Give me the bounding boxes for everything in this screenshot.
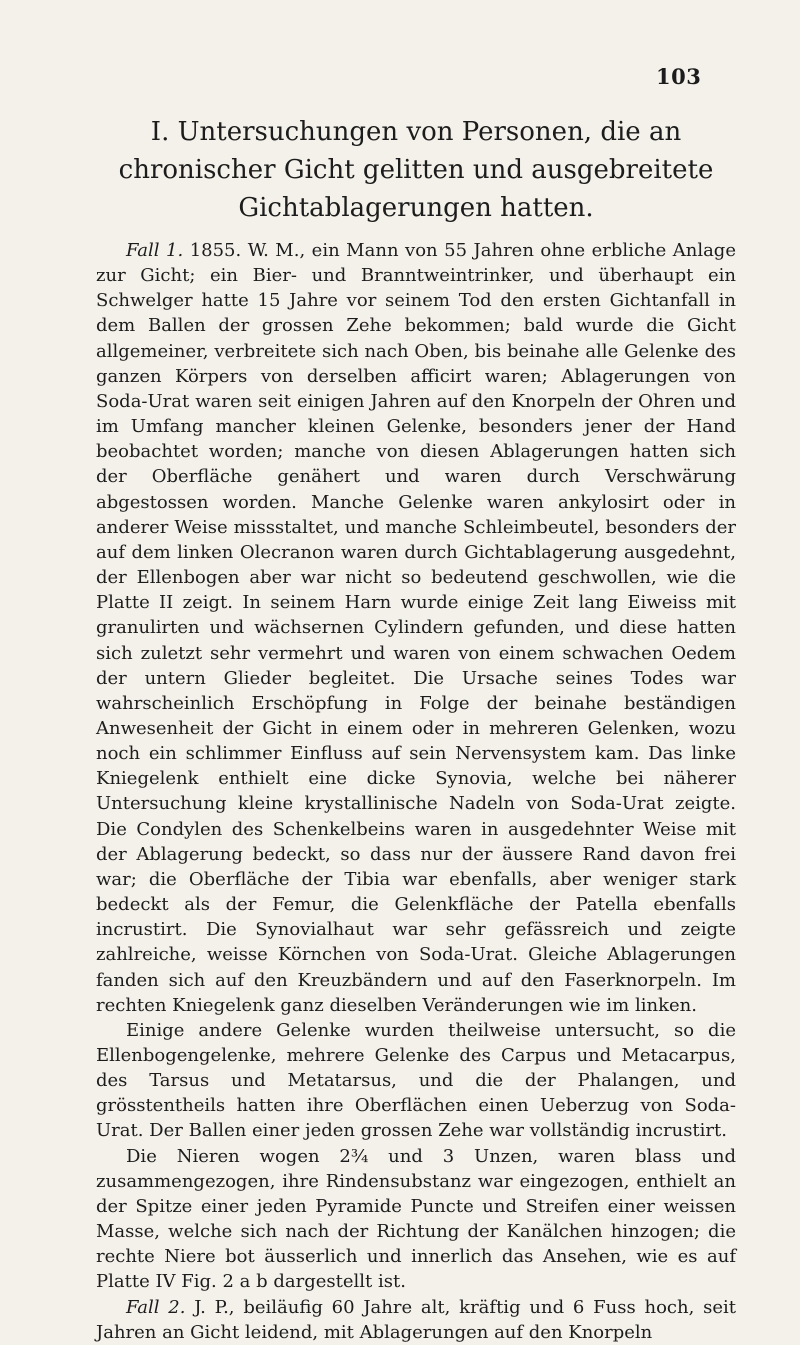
- paragraph-text: J. P., beiläufig 60 Jahre alt, kräftig und 6 Fuss hoch, seit Jahren an Gicht leidend, mit Ablagerungen auf den Knorpeln: [96, 1296, 736, 1343]
- paragraph-case-2: [96, 1295, 736, 1345]
- section-heading: I. Untersuchungen von Personen, die an chronischer Gicht gelitten und ausgebreitete Gichtablagerungen hatten.: [118, 117, 714, 223]
- paragraph-kidneys: [96, 1144, 736, 1295]
- page-number: 103: [656, 64, 702, 89]
- paragraph-text: Die Nieren wogen 2¾ und 3 Unzen, waren blass und zusammengezogen, ihre Rindensubstanz war eingezogen, enthielt an der Spitze einer jeden Pyramide Puncte und Streifen einer weissen Masse, welche sich nach der Richtung der Kanälchen hinzogen; die rechte Niere bot äusserlich und innerlich das Ansehen, wie es auf Platte IV Fig. 2 a b dargestellt ist.: [96, 1145, 736, 1293]
- case-label: Fall 1.: [126, 240, 184, 261]
- paragraph-text: 1855. W. M., ein Mann von 55 Jahren ohne erbliche Anlage zur Gicht; ein Bier- und Branntweintrinker, und überhaupt ein Schwelger hatte 15 Jahre vor seinem Tod den ersten Gichtanfall in dem Ballen der grossen Zehe bekommen; bald wurde die Gicht allgemeiner, verbreitete sich nach Oben, bis beinahe alle Gelenke des ganzen Körpers von derselben afficirt waren; Ablagerungen von Soda-Urat waren seit einigen Jahren auf den Knorpeln der Ohren und im Umfang mancher kleinen Gelenke, besonders jener der Hand beobachtet worden; manche von diesen Ablagerungen hatten sich der Oberfläche genähert und waren durch Verschwärung abgestossen worden. Manche Gelenke waren ankylosirt oder in anderer Weise missstaltet, und manche Schleimbeutel, besonders der auf dem linken Olecranon waren durch Gichtablagerung ausgedehnt, der Ellenbogen aber war nicht so bedeutend geschwollen, wie die Platte II zeigt. In seinem Harn wurde einige Zeit lang Eiweiss mit granulirten und wächsernen Cylindern gefunden, und diese hatten sich zuletzt sehr vermehrt und waren von einem schwachen Oedem der untern Glieder begleitet. Die Ursache seines Todes war wahrscheinlich Erschöpfung in Folge der beinahe beständigen Anwesenheit der Gicht in einem oder in mehreren Gelenken, wozu noch ein schlimmer Einfluss auf sein Nervensystem kam. Das linke Kniegelenk enthielt eine dicke Synovia, welche bei näherer Untersuchung kleine krystallinische Nadeln von Soda-Urat zeigte. Die Condylen des Schenkelbeins waren in ausgedehnter Weise mit der Ablagerung bedeckt, so dass nur der äussere Rand davon frei war; die Oberfläche der Tibia war ebenfalls, aber weniger stark bedeckt als der Femur, die Gelenkfläche der Patella ebenfalls incrustirt. Die Synovialhaut war sehr gefässreich und zeigte zahlreiche, weisse Körnchen von Soda-Urat. Gleiche Ablagerungen fanden sich auf den Kreuzbändern und auf den Faserknorpeln. Im rechten Kniegelenk ganz dieselben Veränderungen wie im linken.: [96, 240, 736, 1016]
- paragraph-other-joints: [96, 1018, 736, 1144]
- paragraph-text: Einige andere Gelenke wurden theilweise untersucht, so die Ellenbogengelenke, mehrere Gelenke des Carpus und Metacarpus, des Tarsus und Metatarsus, und die der Phalangen, und grösstentheils hatten ihre Oberflächen einen Ueberzug von Soda-Urat. Der Ballen einer jeden grossen Zehe war vollständig incrustirt.: [96, 1019, 736, 1142]
- body-text: [96, 238, 736, 1345]
- paragraph-case-1: [96, 238, 736, 1018]
- case-label: Fall 2.: [126, 1296, 186, 1318]
